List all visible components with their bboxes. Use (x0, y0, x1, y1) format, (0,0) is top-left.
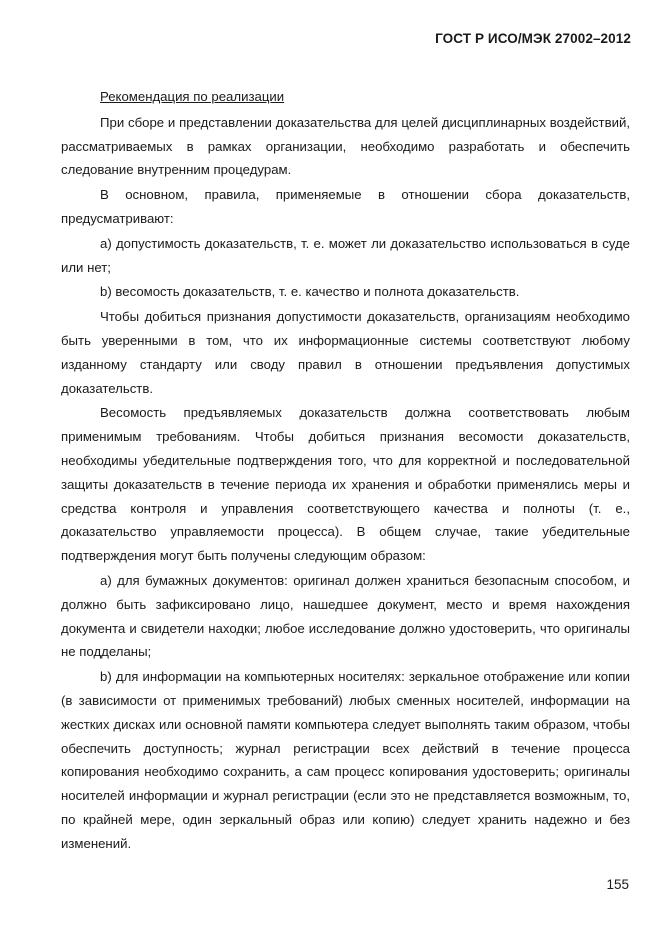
document-body (61, 85, 630, 857)
paragraph: Весомость предъявляемых доказательств должна соответствовать любым применимым требованиям. Чтобы добиться признания весомости доказательств, необходимы убедительные подтверждения того, что для корректной и последовательной защиты доказательств в течение периода их хранения и обработки применялись меры и средства контроля и управления соответствующего качества и полноты (т. е., доказательство управляемости процесса). В общем случае, такие убедительные подтверждения могут быть получены следующим образом: (61, 405, 630, 564)
paragraph: Чтобы добиться признания допустимости доказательств, организациям необходимо быть уверенными в том, что их информационные системы соответствуют любому изданному стандарту или своду правил в отношении предъявления допустимых доказательств. (61, 309, 630, 396)
list-item: b) для информации на компьютерных носителях: зеркальное отображение или копии (в зависимости от применимых требований) любых сменных носителей, информации на жестких дисках или основной памяти компьютера следует выполнять таким образом, чтобы обеспечить доступность; журнал регистрации всех действий в течение процесса копирования необходимо сохранить, а сам процесс копирования удостоверить; оригиналы носителей информации и журнал регистрации (если это не представляется возможным, то, по крайней мере, один зеркальный образ или копию) следует хранить надежно и без изменений. (61, 669, 630, 851)
paragraph: При сборе и представлении доказательства для целей дисциплинарных воздействий, рассматриваемых в рамках организации, необходимо разработать и обеспечить следование внутренним процедурам. (61, 114, 630, 178)
list-item: a) допустимость доказательств, т. е. может ли доказательство использоваться в суде или нет; (61, 235, 630, 275)
section-heading: Рекомендация по реализации (100, 89, 285, 104)
list-item: b) весомость доказательств, т. е. качество и полнота доказательств. (100, 284, 520, 300)
document-header: ГОСТ Р ИСО/МЭК 27002–2012 (435, 31, 631, 46)
list-item: a) для бумажных документов: оригинал должен храниться безопасным способом, и должно быть зафиксировано лицо, нашедшее документ, место и время нахождения документа и свидетели находки; любое исследование должно удостоверить, что оригиналы не подделаны; (61, 572, 630, 660)
paragraph: В основном, правила, применяемые в отношении сбора доказательств, предусматривают: (61, 187, 630, 226)
page-number: 155 (606, 877, 629, 892)
